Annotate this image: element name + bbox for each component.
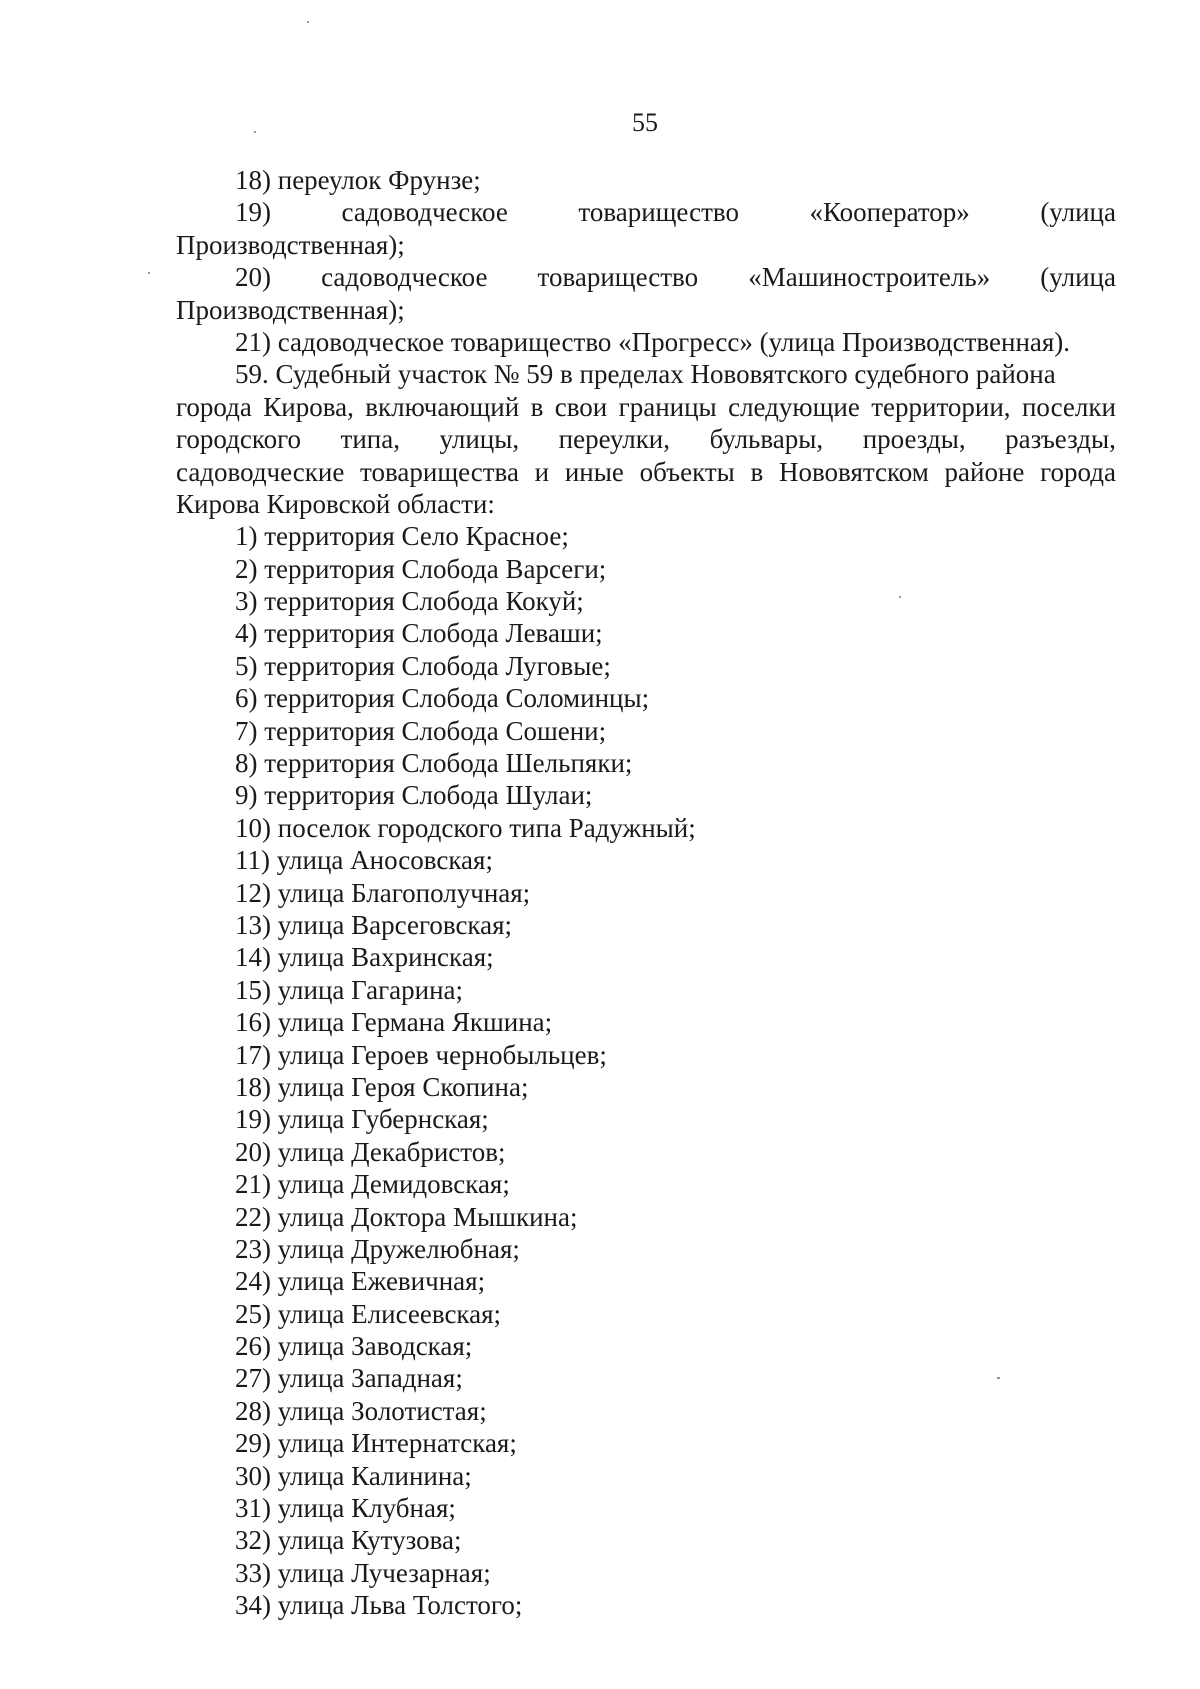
list-item: 6) территория Слобода Соломинцы; bbox=[235, 683, 650, 714]
list-item-line: 19) садоводческое товарищество «Кооператор» (улица bbox=[235, 197, 1116, 228]
list-item: 31) улица Клубная; bbox=[235, 1493, 456, 1524]
scan-speck bbox=[148, 272, 150, 274]
list-item: 5) территория Слобода Луговые; bbox=[235, 650, 611, 681]
list-item: 9) территория Слобода Шулаи; bbox=[235, 780, 593, 811]
list-item: 17) улица Героев чернобыльцев; bbox=[235, 1039, 607, 1070]
document-body bbox=[176, 164, 1116, 1622]
scan-speck bbox=[997, 1377, 1000, 1379]
list-item: 34) улица Льва Толстого; bbox=[235, 1590, 523, 1621]
list-item: 25) улица Елисеевская; bbox=[235, 1298, 502, 1329]
section-heading-line: 59. Судебный участок № 59 в пределах Нововятского судебного района bbox=[235, 359, 1056, 390]
list-item-line: 20) садоводческое товарищество «Машиностроитель» (улица bbox=[235, 262, 1116, 293]
list-item: 16) улица Германа Якшина; bbox=[235, 1007, 553, 1038]
list-item: 10) поселок городского типа Радужный; bbox=[235, 812, 696, 843]
list-item: 12) улица Благополучная; bbox=[235, 877, 531, 908]
list-item: 2) территория Слобода Варсеги; bbox=[235, 553, 607, 584]
scan-speck bbox=[254, 131, 256, 133]
list-item: 7) территория Слобода Сошени; bbox=[235, 715, 607, 746]
scan-speck bbox=[307, 21, 309, 23]
list-item-continuation: Производственная); bbox=[176, 294, 405, 325]
section-paragraph-line: города Кирова, включающий в свои границы следующие территории, поселки bbox=[176, 391, 1116, 422]
list-item: 21) улица Демидовская; bbox=[235, 1169, 510, 1200]
section-paragraph-line: городского типа, улицы, переулки, бульвары, проезды, разъезды, bbox=[176, 424, 1116, 455]
list-item: 27) улица Западная; bbox=[235, 1363, 463, 1394]
list-item: 18) переулок Фрунзе; bbox=[235, 165, 481, 195]
list-item: 21) садоводческое товарищество «Прогресс» (улица Производственная). bbox=[235, 326, 1071, 357]
list-item: 3) территория Слобода Кокуй; bbox=[235, 586, 584, 617]
list-item: 32) улица Кутузова; bbox=[235, 1525, 462, 1556]
list-item: 30) улица Калинина; bbox=[235, 1460, 472, 1491]
list-item: 11) улица Аносовская; bbox=[235, 845, 493, 876]
page-number: 55 bbox=[632, 108, 658, 137]
list-item: 29) улица Интернатская; bbox=[235, 1428, 517, 1459]
list-item: 1) территория Село Красное; bbox=[235, 521, 569, 552]
list-item-continuation: Производственная); bbox=[176, 229, 405, 260]
list-item: 19) улица Губернская; bbox=[235, 1104, 489, 1135]
section-paragraph-line: Кирова Кировской области: bbox=[176, 488, 495, 519]
list-item: 15) улица Гагарина; bbox=[235, 974, 464, 1005]
list-item: 4) территория Слобода Леваши; bbox=[235, 618, 603, 649]
list-item: 13) улица Варсеговская; bbox=[235, 909, 513, 940]
list-item: 14) улица Вахринская; bbox=[235, 942, 494, 973]
list-item: 26) улица Заводская; bbox=[235, 1331, 473, 1362]
territory-list bbox=[176, 520, 1116, 1621]
list-item: 23) улица Дружелюбная; bbox=[235, 1233, 520, 1264]
list-item: 20) улица Декабристов; bbox=[235, 1136, 506, 1167]
list-item: 8) территория Слобода Шельпяки; bbox=[235, 748, 633, 779]
list-item: 33) улица Лучезарная; bbox=[235, 1557, 491, 1588]
list-item: 28) улица Золотистая; bbox=[235, 1395, 487, 1426]
list-item: 22) улица Доктора Мышкина; bbox=[235, 1201, 578, 1232]
scan-speck bbox=[899, 596, 901, 598]
list-item: 18) улица Героя Скопина; bbox=[235, 1071, 529, 1102]
section-paragraph-line: садоводческие товарищества и иные объекты в Нововятском районе города bbox=[176, 456, 1116, 487]
list-item: 24) улица Ежевичная; bbox=[235, 1266, 486, 1297]
